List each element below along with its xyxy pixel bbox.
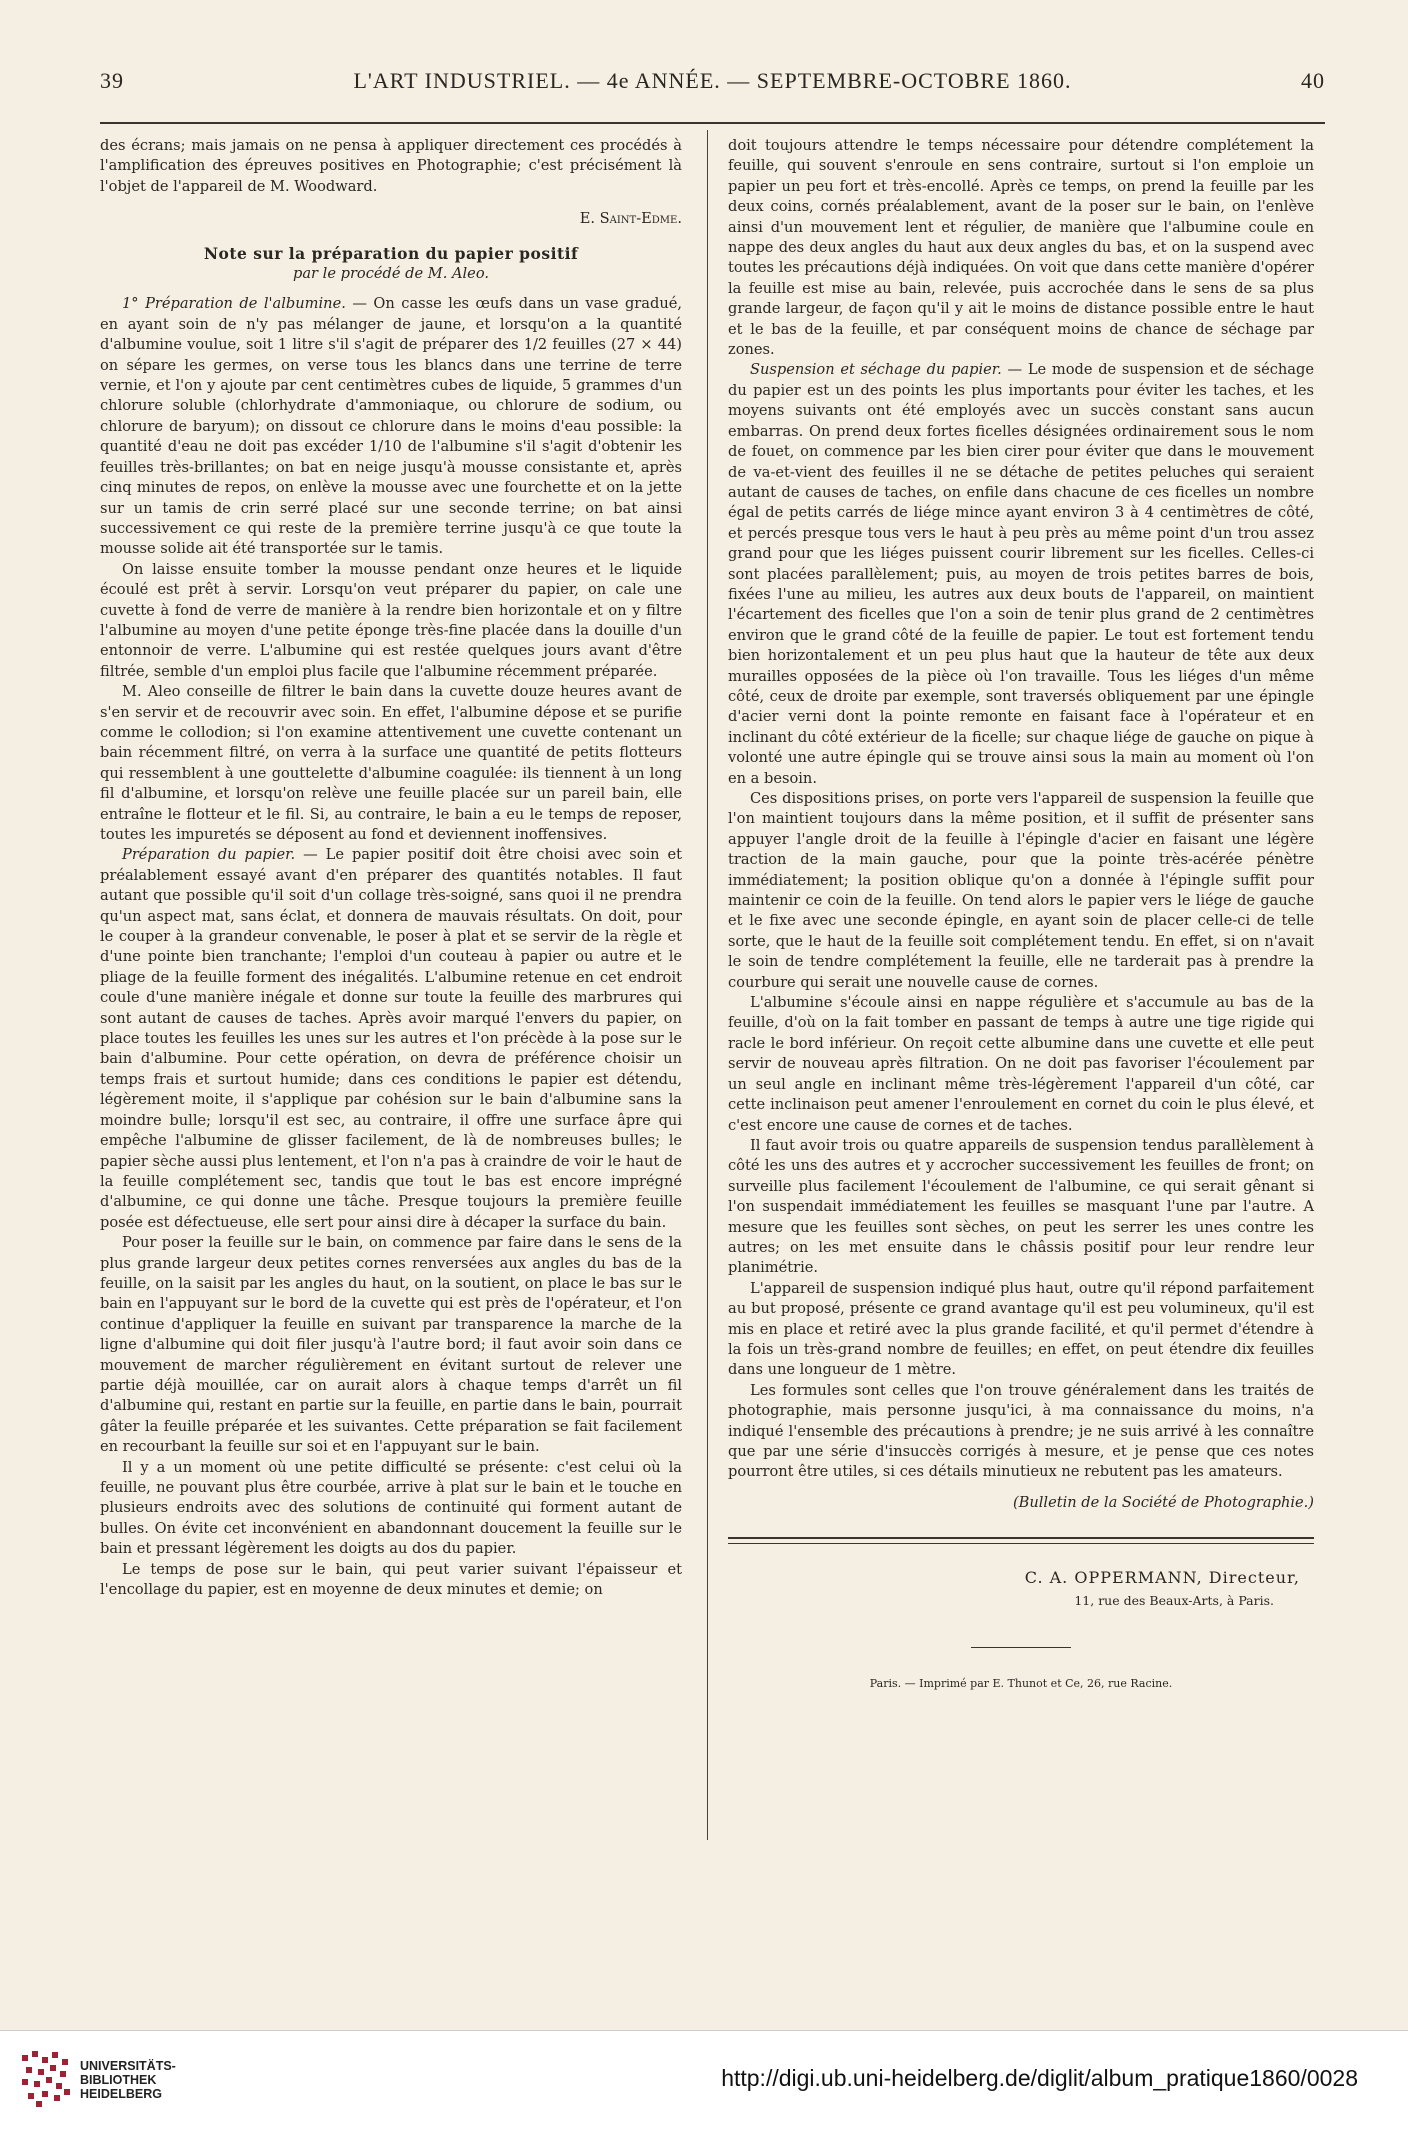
library-name — [80, 2059, 176, 2101]
paragraph — [100, 294, 682, 559]
library-name-line: UNIVERSITÄTS- — [80, 2059, 176, 2073]
printer-imprint: Paris. — Imprimé par E. Thunot et Ce, 26, rue Racine. — [869, 1677, 1173, 1691]
paragraph: Pour poser la feuille sur le bain, on commence par faire dans le sens de la plus grande largeur deux petites cornes renversées aux angles du bas de la feuille, on la saisit par les angles du haut, on la soutient, on place le bas sur le bain en l'appuyant sur le bord de la cuvette qui est près de l'opérateur, et l'on continue d'appliquer la feuille en suivant par transparence la marche de la ligne d'albumine qui doit filer jusqu'à l'autre bord; il faut avoir soin dans ce mouvement de marcher régulièrement en évitant surtout de relever une partie déjà mouillée, car on aurait alors à chaque temps d'arrêt un fil d'albumine qui, restant en partie sur la feuille, en partie dans le bain, pourrait gâter la feuille préparée et les suivantes. Cette préparation se fait facilement en recourbant la feuille sur soi et en l'appuyant sur le bain. — [100, 1234, 682, 1456]
paragraph: On laisse ensuite tomber la mousse pendant onze heures et le liquide écoulé est prêt à servir. Lorsqu'on veut préparer du papier, on cale une cuvette à fond de verre de manière à la rendre bien horizontale et on y filtre l'albumine au moyen d'une petite éponge très-fine placée dans la douille d'un entonnoir de verre. L'albumine qui est restée quelques jours avant d'être filtrée, semble d'un emploi plus facile que l'albumine récemment préparée. — [100, 560, 682, 680]
paragraph: Ces dispositions prises, on porte vers l'appareil de suspension la feuille que l'on maintient toujours dans la même position, et il suffit de présenter sans appuyer l'angle droit de la feuille à l'épingle d'acier en faisant une légère traction de la main gauche, pour que la pointe très-acérée pénètre immédiatement; la position oblique qu'on a donnée à l'épingle suffit pour maintenir ce coin de la feuille. On tend alors le papier vers le liége de gauche et le fixe avec une seconde épingle, en ayant soin de placer celle-ci de telle sorte, que le haut de la feuille soit complétement tendu. En effet, si on n'avait le soin de tendre complétement la feuille, elle ne tarderait pas à prendre la courbure qui serait une nouvelle cause de cornes. — [728, 790, 1314, 991]
paragraph — [100, 845, 682, 1233]
paragraph-text: — Le mode de suspension et de séchage du papier est un des points les plus importants pour éviter les taches, et les moyens suivants ont été employés avec un succès constant sans aucun embarras. On prend deux fortes ficelles désignées ordinairement sous le nom de fouet, on commence par les bien cirer pour éviter que dans le mouvement de va-et-vient des feuilles il ne se détache de petites peluches qui seraient autant de causes de taches, on enfile dans chacune de ces ficelles un nombre égal de petits carrés de liége mince ayant environ 3 à 4 centimètres de côté, et percés presque tous vers le haut à peu près au même point d'un trou assez grand pour que les liéges puissent courir librement sur les ficelles. Celles-ci sont placées parallèlement; puis, au moyen de trois petites barres de bois, fixées l'une au milieu, les autres aux deux bouts de l'appareil, on maintient l'écartement des ficelles que l'on a soin de tenir plus grand de 2 centimètres environ que le grand côté de la feuille de papier. Le tout est fortement tendu bien horizontalement et un peu plus haut que la hauteur de tête aux deux murailles opposées de la pièce où l'on travaille. Tous les liéges d'un même côté, ceux de droite par exemple, sont traversés obliquement par une épingle d'acier verni dont la pointe remonte en faisant face à l'opérateur et en inclinant du côté extérieur de la ficelle; sur chaque liége de gauche on pique à volonté une autre épingle qui se trouve ainsi sous la main au moment où l'on en a besoin. — [728, 361, 1314, 787]
page-number-left: 39 — [100, 68, 124, 93]
header-rule — [100, 122, 1325, 124]
library-name-line: HEIDELBERG — [80, 2087, 162, 2101]
paragraph — [728, 360, 1314, 789]
university-seal-icon — [20, 2049, 72, 2109]
short-rule — [971, 1647, 1071, 1648]
double-rule — [728, 1537, 1314, 1544]
article-byline: par le procédé de M. Aleo. — [293, 265, 489, 283]
journal-title: L'ART INDUSTRIEL. — 4e ANNÉE. — SEPTEMBRE-OCTOBRE 1860. — [353, 68, 1072, 93]
director-signature: C. A. OPPERMANN, Directeur, — [1024, 1568, 1300, 1588]
paragraph-text: — On casse les œufs dans un vase gradué, en ayant soin de n'y pas mélanger de jaune, et lorsqu'on a la quantité d'albumine voulue, soit 1 litre s'il s'agit de préparer des 1/2 feuilles (27 × 44) on sépare les germes, on verse tous les blancs dans une terrine de terre vernie, et l'on y ajoute par cent centimètres cubes de liquide, 5 grammes d'un chlorure soluble (chlorhydrate d'ammoniaque, ou chlorure de sodium, ou chlorure de baryum); on dissout ce chlorure dans le moins d'eau possible: la quantité d'eau ne doit pas excéder 1/10 de l'albumine s'il s'agit d'obtenir les feuilles très-brillantes; on bat en neige jusqu'à mousse consistante et, après cinq minutes de repos, on enlève la mousse avec une fourchette et on la jette sur un tamis de crin serré placé sur une seconde terrine; on bat ainsi successivement ce qui reste de la première terrine jusqu'à ce que toute la mousse solide ait été transportée sur le tamis. — [100, 295, 682, 558]
paragraph: L'appareil de suspension indiqué plus haut, outre qu'il répond parfaitement au but proposé, présente ce grand avantage qu'il est peu volumineux, qu'il est mis en place et retiré avec la plus grande facilité, et qu'il permet d'étendre à la fois un très-grand nombre de feuilles; en effet, on peut étendre dix feuilles dans une longueur de 1 mètre. — [728, 1279, 1314, 1379]
column-divider — [707, 130, 708, 1840]
paragraph: Il faut avoir trois ou quatre appareils de suspension tendus parallèlement à côté les uns des autres et y accrocher successivement les feuilles de front; on surveille plus facilement l'écoulement de l'albumine, ce qui serait gênant si l'on suspendait immédiatement les feuilles se masquant l'une par l'autre. A mesure que les feuilles sont sèches, on peut les serrer les unes contre les autres; on les met ensuite dans le châssis positif pour leur rendre leur planimétrie. — [728, 1136, 1314, 1277]
author-signature: E. Saint-Edme. — [579, 210, 682, 228]
permalink-url[interactable]: http://digi.ub.uni-heidelberg.de/diglit/album_pratique1860/0028 — [721, 2065, 1358, 2091]
section-heading: 1° Préparation de l'albumine. — [122, 295, 346, 313]
section-heading: Suspension et séchage du papier. — [750, 361, 1002, 379]
paragraph-text: — Le papier positif doit être choisi avec soin et préalablement essayé avant d'en préparer des quantités notables. Il faut autant que possible qu'il soit d'un collage très-soigné, sans quoi il ne prendra qu'un aspect mat, sans éclat, et donnera de mauvais résultats. On doit, pour le couper à la grandeur convenable, le poser à plat et se servir de la règle et d'une pointe bien tranchante; l'emploi d'un couteau à papier ou autre et le pliage de la feuille forment des inégalités. L'albumine retenue en cet endroit coule d'une manière inégale et donne sur toute la feuille des marbrures qui sont autant de causes de taches. Après avoir marqué l'envers du papier, on place toutes les feuilles les unes sur les autres et l'on précède à la pose sur le bain d'albumine. Pour cette opération, on devra de préférence choisir un temps frais et surtout humide; dans ces conditions le papier est détendu, légèrement moite, il s'applique par cohésion sur le bain d'albumine sans la moindre bulle; lorsqu'il est sec, au contraire, il offre une surface âpre qui empêche l'albumine de glisser facilement, de là de nombreuses bulles; le papier sèche aussi plus lentement, et l'on n'a pas à craindre de voir le haut de la feuille complétement sec, tandis que tout le bas est encore imprégné d'albumine, ce qui donne une tâche. Presque toujours la première feuille posée est défectueuse, elle sert pour ainsi dire à décaper la surface du bain. — [100, 846, 682, 1231]
left-column — [100, 136, 682, 1600]
library-footer — [0, 2030, 1408, 2131]
director-address: 11, rue des Beaux-Arts, à Paris. — [1074, 1592, 1274, 1608]
paragraph: Il y a un moment où une petite difficulté se présente: c'est celui où la feuille, ne pouvant plus être courbée, arrive à plat sur le bain et le touche en plusieurs endroits avec des solutions de continuité qui forment autant de bulles. On évite cet inconvénient en abandonnant doucement la feuille sur le bain et pressant légèrement les doigts au dos du papier. — [100, 1458, 682, 1558]
source-citation: (Bulletin de la Société de Photographie.) — [1012, 1493, 1314, 1511]
right-column — [728, 136, 1314, 1694]
paragraph: doit toujours attendre le temps nécessaire pour détendre complétement la feuille, qui souvent s'enroule en sens contraire, surtout si l'on emploie un papier un peu fort et très-encollé. Après ce temps, on prend la feuille par les deux coins, cornés préalablement, avant de la poser sur le bain, on l'enlève ainsi d'un mouvement lent et régulier, de manière que l'albumine coule en nappe des deux angles du haut aux deux angles du bas, et on la suspend avec toutes les précautions déjà indiquées. On voit que dans cette manière d'opérer la feuille est mise au bain, relevée, puis accrochée dans le sens de sa plus grande largeur, de façon qu'il y ait le moins de distance possible entre le haut et le bas de la feuille, et par conséquent moins de chance de séchage par zones. — [728, 137, 1314, 359]
section-heading: Préparation du papier. — [122, 846, 296, 864]
article-title: Note sur la préparation du papier positif — [203, 243, 579, 263]
paragraph: Les formules sont celles que l'on trouve généralement dans les traités de photographie, mais personne jusqu'ici, à ma connaissance du moins, n'a indiqué l'ensemble des précautions à prendre; je ne suis arrivé à les connaître que par une série d'insuccès corrigés à mesure, et je pense que ces notes pourront être utiles, si ces détails minutieux ne rebutent pas les amateurs. — [728, 1381, 1314, 1481]
running-header — [100, 68, 1325, 104]
paragraph: L'albumine s'écoule ainsi en nappe régulière et s'accumule au bas de la feuille, d'où on la fait tomber en passant de temps à autre une tige rigide qui racle le bord inférieur. On reçoit cette albumine dans une cuvette et elle peut servir de nouveau après filtration. On ne doit pas favoriser l'écoulement par un seul angle en inclinant même très-légèrement l'appareil d'un côté, car cette inclinaison peut amener l'enroulement en cornet du coin le plus élevé, et c'est encore une cause de cornes et de taches. — [728, 994, 1314, 1134]
paragraph: M. Aleo conseille de filtrer le bain dans la cuvette douze heures avant de s'en servir et de recouvrir avec soin. En effet, l'albumine dépose et se purifie comme le collodion; si l'on examine attentivement une cuvette contenant un bain récemment filtré, on verra à la surface une quantité de petits flotteurs qui ressemblent à une gouttelette d'albumine coagulée: ils tiennent à un long fil d'albumine, et lorsqu'on relève une feuille placée sur un pareil bain, elle entraîne le flotteur et le fil. Si, au contraire, le bain a eu le temps de reposer, toutes les impuretés se déposent au fond et deviennent inoffensives. — [100, 683, 682, 843]
library-name-line: BIBLIOTHEK — [80, 2073, 157, 2087]
paragraph: Le temps de pose sur le bain, qui peut varier suivant l'épaisseur et l'encollage du papier, est en moyenne de deux minutes et demie; on — [100, 1560, 682, 1599]
paragraph: des écrans; mais jamais on ne pensa à appliquer directement ces procédés à l'amplification des épreuves positives en Photographie; c'est précisément là l'objet de l'appareil de M. Woodward. — [100, 137, 682, 195]
page-number-right: 40 — [1301, 68, 1325, 93]
